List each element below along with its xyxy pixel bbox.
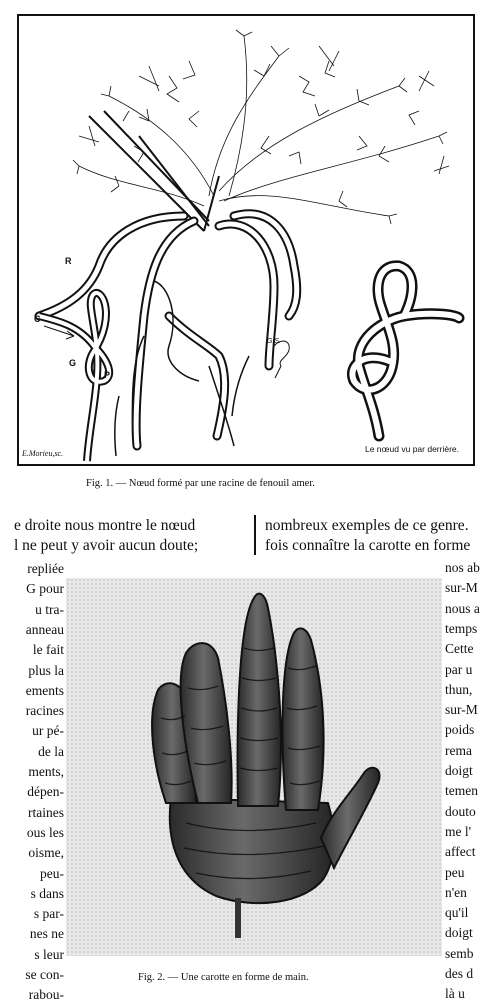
left-fragment-line: dépen- — [27, 784, 64, 800]
right-fragment-line: rema — [445, 742, 472, 758]
left-fragment-line: rabou- — [28, 987, 64, 1003]
left-fragment-line: u tra- — [35, 601, 64, 617]
left-fragment-line: anneau — [25, 621, 64, 637]
right-fragment-line: doigt — [445, 925, 473, 941]
left-fragment-line: oisme, — [28, 845, 64, 861]
left-fragment-line: s par- — [33, 906, 64, 922]
right-line-1: nombreux exemples de ce genre. — [265, 517, 469, 534]
left-fragment-line: ments, — [28, 764, 64, 779]
right-fragment-line: semb — [445, 945, 474, 961]
right-fragment-line: des d — [445, 966, 474, 981]
left-fragment-line: G pour — [26, 581, 64, 597]
left-fragment-line: s leur — [34, 946, 64, 962]
left-fragment-line: plus la — [28, 662, 64, 678]
right-fragment-line: Cette — [445, 641, 474, 657]
figure-2-caption: Fig. 2. — Une carotte en forme de main. — [138, 972, 309, 983]
carrot-finger-3 — [238, 594, 281, 806]
carrot-stem — [235, 898, 241, 938]
right-line-2: fois connaître la carotte en forme — [265, 537, 471, 554]
left-fragment-line: se con- — [25, 967, 64, 982]
knot-inset — [352, 266, 459, 436]
signature-mark — [274, 341, 289, 378]
left-fragment-line: ur pé- — [32, 723, 64, 739]
left-fragment-line: de la — [38, 743, 64, 759]
left-fragment-line: peu- — [40, 865, 64, 881]
left-line-2: l ne peut y avoir aucun doute; — [14, 537, 199, 554]
left-fragment-line: ous les — [26, 824, 64, 840]
figure-2 — [66, 578, 442, 956]
right-fragment-line: sur-M — [445, 580, 478, 596]
label-r: R — [65, 256, 72, 266]
right-fragment-line: temen — [445, 783, 478, 799]
right-fragment-line: affect — [445, 844, 476, 860]
right-fragment-line: me l' — [445, 823, 472, 839]
signature-initials: G.S. — [267, 338, 282, 345]
right-fragment-line: qu'il — [445, 905, 469, 921]
inset-caption: Le nœud vu par derrière. — [364, 444, 459, 454]
column-divider — [254, 515, 256, 555]
figure-1 — [17, 14, 475, 466]
label-g: G — [69, 358, 77, 368]
left-fragment-line: ements — [25, 682, 64, 698]
right-fragment-line: n'en — [445, 884, 467, 900]
left-fragment-line: rtaines — [28, 804, 64, 820]
right-fragment-line: nous a — [445, 600, 480, 616]
right-fragment-line: là u — [445, 986, 465, 1002]
right-fragment-line: thun, — [445, 681, 473, 697]
label-p: P — [104, 370, 111, 380]
left-fragment-line: racines — [25, 703, 64, 719]
right-fragment-line: nos ab — [445, 560, 480, 575]
carrot-finger-4 — [282, 628, 323, 810]
engraver-signature: E.Morieu,sc. — [22, 449, 64, 458]
right-fragment-line: douto — [445, 803, 476, 819]
left-line-1: e droite nous montre le nœud — [14, 517, 196, 534]
fennel-foliage — [73, 30, 449, 224]
figure-1-caption: Fig. 1. — Nœud formé par une racine de fenouil amer. — [86, 478, 315, 489]
label-c: C — [34, 314, 41, 324]
right-fragment-line: temps — [445, 620, 478, 636]
left-fragment-line: le fait — [32, 642, 64, 658]
fennel-root-engraving — [19, 16, 473, 464]
hand-shaped-carrot — [66, 578, 442, 956]
left-fragment-line: s dans — [30, 885, 64, 901]
left-fragment-line: repliée — [27, 561, 64, 576]
right-fragment-line: par u — [445, 661, 473, 677]
right-fragment-line: poids — [445, 722, 475, 738]
right-fragment-line: doigt — [445, 763, 473, 778]
left-fragment-line: nes ne — [29, 926, 64, 942]
right-fragment-line: sur-M — [445, 702, 478, 718]
right-fragment-line: peu — [445, 864, 465, 880]
